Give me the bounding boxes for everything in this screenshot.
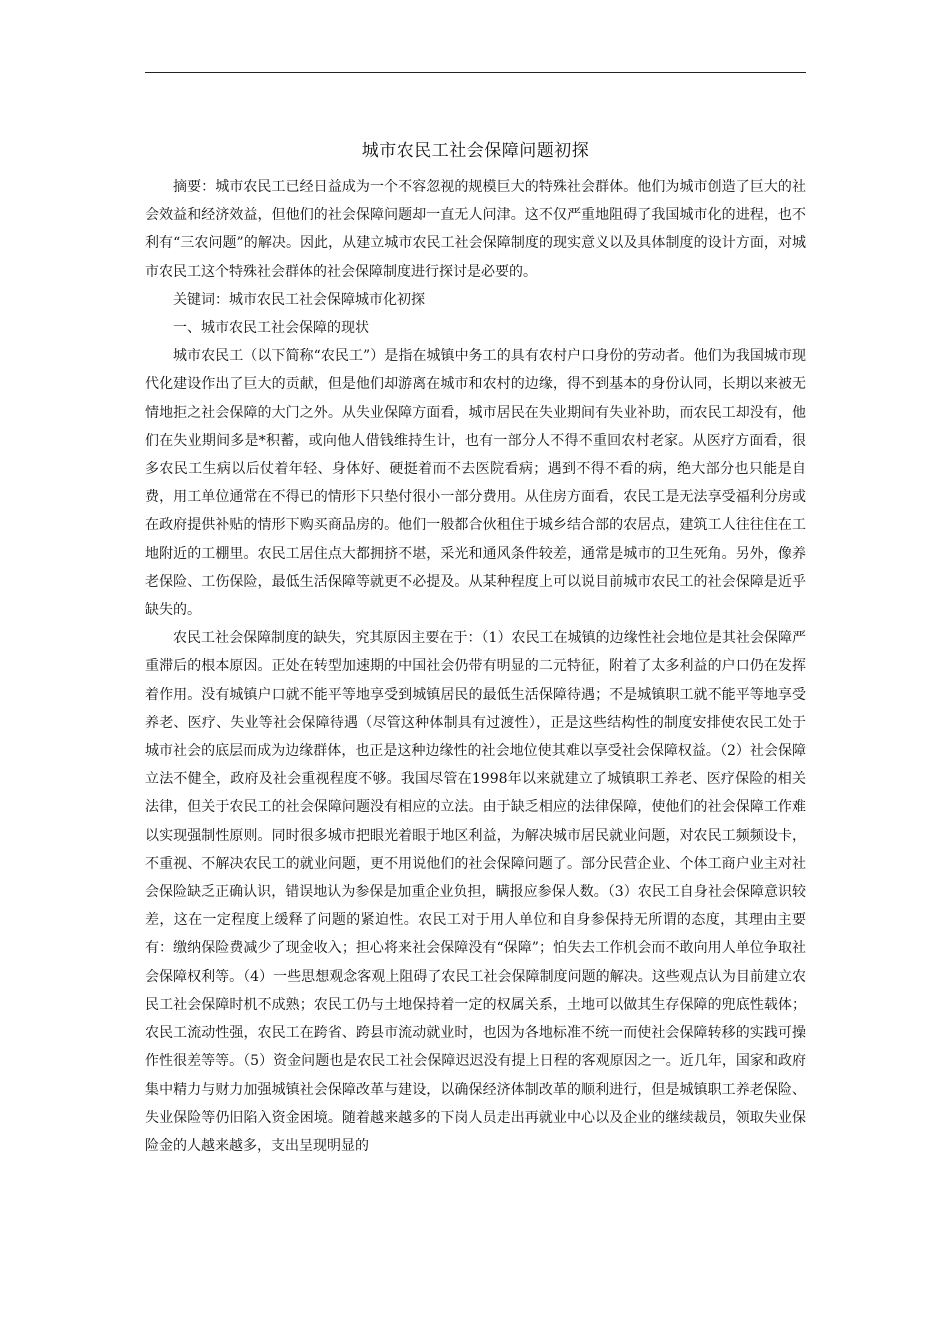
document-title: 城市农民工社会保障问题初探	[361, 141, 590, 161]
abstract-paragraph: 摘要：城市农民工已经日益成为一个不容忽视的规模巨大的特殊社会群体。他们为城市创造了巨大的社会效益和经济效益，但他们的社会保障问题却一直无人问津。这不仅严重地阻碍了我国城市化的进程，也不利有“三农问题”的解决。因此，从建立城市农民工社会保障制度的现实意义以及具体制度的设计方面，对城市农民工这个特殊社会群体的社会保障制度进行探讨是必要的。	[145, 179, 806, 280]
section-heading: 一、城市农民工社会保障的现状	[173, 320, 369, 337]
body-paragraph: 城市农民工（以下简称“农民工”）是指在城镇中务工的具有农村户口身份的劳动者。他们为我国城市现代化建设作出了巨大的贡献，但是他们却游离在城市和农村的边缘，得不到基本的身份认同，长期以来被无情地拒之社会保障的大门之外。从失业保障方面看，城市居民在失业期间有失业补助，而农民工却没有，他们在失业期间多是*积蓄，或向他人借钱维持生计，也有一部分人不得不重回农村老家。从医疗方面看，很多农民工生病以后仗着年轻、身体好、硬挺着而不去医院看病；遇到不得不看的病，绝大部分也只能是自费，用工单位通常在不得已的情形下只垫付很小一部分费用。从住房方面看，农民工是无法享受福利分房或在政府提供补贴的情形下购买商品房的。他们一般都合伙租住于城乡结合部的农居点，建筑工人往往住在工地附近的工棚里。农民工居住点大都拥挤不堪，采光和通风条件较差，通常是城市的卫生死角。另外，像养老保险、工伤保险，最低生活保障等就更不必提及。从某种程度上可以说目前城市农民工的社会保障是近乎缺失的。	[145, 348, 806, 619]
body-paragraph: 农民工社会保障制度的缺失，究其原因主要在于：（1）农民工在城镇的边缘性社会地位是其社会保障严重滞后的根本原因。正处在转型加速期的中国社会仍带有明显的二元特征，附着了太多利益的户口仍在发挥着作用。没有城镇户口就不能平等地享受到城镇居民的最低生活保障待遇；不是城镇职工就不能平等地享受养老、医疗、失业等社会保障待遇（尽管这种体制具有过渡性），正是这些结构性的制度安排使农民工处于城市社会的底层而成为边缘群体，也正是这种边缘性的社会地位使其难以享受社会保障权益。（2）社会保障立法不健全，政府及社会重视程度不够。我国尽管在1998年以来就建立了城镇职工养老、医疗保险的相关法律，但关于农民工的社会保障问题没有相应的立法。由于缺乏相应的法律保障，使他们的社会保障工作难以实现强制性原则。同时很多城市把眼光着眼于地区利益，为解决城市居民就业问题，对农民工频频设卡，不重视、不解决农民工的就业问题，更不用说他们的社会保障问题了。部分民营企业、个体工商户业主对社会保险缺乏正确认识，错误地认为参保是加重企业负担，瞒报应参保人数。（3）农民工自身社会保障意识较差，这在一定程度上缓释了问题的紧迫性。农民工对于用人单位和自身参保持无所谓的态度，其理由主要有：缴纳保险费减少了现金收入；担心将来社会保障没有“保障”；怕失去工作机会而不敢向用人单位争取社会保障权利等。（4）一些思想观念客观上阻碍了农民工社会保障制度问题的解决。这些观点认为目前建立农民工社会保障时机不成熟；农民工仍与土地保持着一定的权属关系，土地可以做其生存保障的兜底性载体；农民工流动性强，农民工在跨省、跨县市流动就业时，也因为各地标准不统一而使社会保障转移的实践可操作性很差等等。（5）资金问题也是农民工社会保障迟迟没有提上日程的客观原因之一。近几年，国家和政府集中精力与财力加强城镇社会保障改革与建设，以确保经济体制改革的顺利进行，但是城镇职工养老保险、失业保险等仍旧陷入资金困境。随着越来越多的下岗人员走出再就业中心以及企业的继续裁员，领取失业保险金的人越来越多，支出呈现明显的	[145, 630, 806, 1154]
keywords-paragraph: 关键词：城市农民工社会保障城市化初探	[173, 291, 425, 308]
document-body	[145, 173, 806, 1160]
header-rule	[145, 72, 806, 73]
